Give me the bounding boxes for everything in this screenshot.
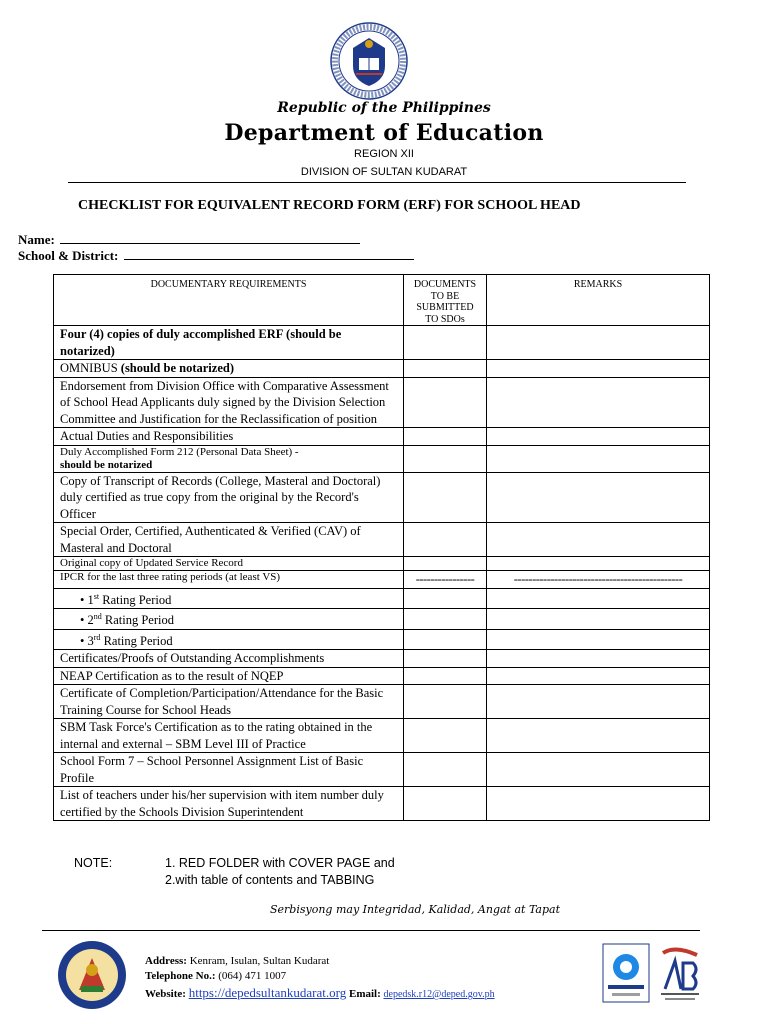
name-field [18, 232, 360, 248]
table-row [54, 360, 710, 378]
requirement-training: Certificate of Completion/Participation/Attendance for the Basic Training Course for School Heads [54, 685, 404, 719]
requirement-teachers-list: List of teachers under his/her supervision with item number duly certified by the Schools Division Superintendent [54, 787, 404, 821]
remarks-cell[interactable] [487, 523, 710, 557]
table-row [54, 787, 710, 821]
email-label: Email: [349, 988, 381, 1000]
requirement-certificates: Certificates/Proofs of Outstanding Accomplishments [54, 650, 404, 668]
table-row [54, 557, 710, 571]
division-label: DIVISION OF SULTAN KUDARAT [300, 166, 468, 178]
table-row [54, 609, 710, 630]
table-row [54, 472, 710, 523]
remarks-cell[interactable] [487, 629, 710, 650]
documents-cell[interactable] [404, 523, 487, 557]
department-heading: Department of Education [224, 120, 544, 146]
website-label: Website: [145, 988, 186, 1000]
remarks-cell[interactable] [487, 360, 710, 378]
table-row [54, 377, 710, 428]
requirement-omnibus [54, 360, 404, 378]
remarks-cell[interactable] [487, 650, 710, 668]
rating-period-1: • 1st Rating Period [54, 588, 404, 609]
rating-period-2: • 2nd Rating Period [54, 609, 404, 630]
documents-cell[interactable] [404, 667, 487, 685]
requirement-school-form-7: School Form 7 – School Personnel Assignment List of Basic Profile [54, 753, 404, 787]
documents-cell[interactable] [404, 719, 487, 753]
socotec-certification-logo [602, 943, 650, 1003]
remarks-cell[interactable] [487, 557, 710, 571]
remarks-cell[interactable] [487, 588, 710, 609]
table-row [54, 523, 710, 557]
rating-period-3: • 3rd Rating Period [54, 629, 404, 650]
header-remarks: REMARKS [487, 275, 710, 326]
remarks-cell[interactable] [487, 609, 710, 630]
school-district-blank-line[interactable] [124, 249, 414, 260]
remarks-cell[interactable] [487, 326, 710, 360]
requirement-cav: Special Order, Certified, Authenticated & Verified (CAV) of Masteral and Doctoral [54, 523, 404, 557]
requirement-duties: Actual Duties and Responsibilities [54, 428, 404, 446]
requirement-neap: NEAP Certification as to the result of NQEP [54, 667, 404, 685]
table-row [54, 667, 710, 685]
documents-cell[interactable] [404, 629, 487, 650]
documents-cell[interactable] [404, 753, 487, 787]
telephone-line [145, 970, 286, 982]
republic-heading: Republic of the Philippines [277, 100, 491, 116]
header-documents: DOCUMENTS TO BE SUBMITTED TO SDOs [404, 275, 487, 326]
table-row [54, 588, 710, 609]
name-label: Name: [18, 232, 55, 247]
requirement-erf: Four (4) copies of duly accomplished ERF (should be notarized) [54, 326, 404, 360]
omnibus-text: OMNIBUS [60, 361, 121, 375]
page-title: CHECKLIST FOR EQUIVALENT RECORD FORM (ERF) FOR SCHOOL HEAD [78, 198, 581, 213]
documents-cell[interactable] [404, 588, 487, 609]
table-row [54, 629, 710, 650]
documents-cell[interactable] [404, 326, 487, 360]
documents-cell[interactable] [404, 557, 487, 571]
motto: Serbisyong may Integridad, Kalidad, Angat at Tapat [270, 903, 561, 916]
omnibus-note: (should be notarized) [120, 361, 234, 375]
table-header-row [54, 275, 710, 326]
remarks-cell[interactable] [487, 377, 710, 428]
documents-cell[interactable] [404, 360, 487, 378]
remarks-cell[interactable] [487, 445, 710, 472]
documents-cell[interactable] [404, 445, 487, 472]
documents-cell[interactable] [404, 685, 487, 719]
table-row [54, 719, 710, 753]
remarks-cell[interactable] [487, 667, 710, 685]
documents-cell[interactable] [404, 472, 487, 523]
remarks-cell[interactable] [487, 719, 710, 753]
address-line [145, 955, 329, 967]
school-district-label: School & District: [18, 248, 119, 263]
table-row [54, 753, 710, 787]
header-requirements: DOCUMENTARY REQUIREMENTS [54, 275, 404, 326]
documents-cell[interactable] [404, 787, 487, 821]
requirement-transcript: Copy of Transcript of Records (College, Masteral and Doctoral) duly certified as true copy from the original by the Record's Officer [54, 472, 404, 523]
requirement-service-record: Original copy of Updated Service Record [54, 557, 404, 571]
region-label: REGION XII [354, 148, 414, 160]
documents-cell[interactable] [404, 609, 487, 630]
requirement-endorsement: Endorsement from Division Office with Comparative Assessment of School Head Applicants duly signed by the Division Selection Committee and Justification for the Reclassification of position [54, 377, 404, 428]
requirement-ipcr: IPCR for the last three rating periods (at least VS) [54, 571, 404, 589]
website-link[interactable]: https://depedsultankudarat.org [188, 985, 347, 1000]
documents-cell[interactable] [404, 428, 487, 446]
note-line-2: 2.with table of contents and TABBING [165, 873, 375, 887]
address-value: Kenram, Isulan, Sultan Kudarat [189, 955, 330, 967]
remarks-dash: ---------------------------------------------- [487, 571, 710, 589]
documents-cell[interactable] [404, 650, 487, 668]
remarks-cell[interactable] [487, 472, 710, 523]
requirement-pds [54, 445, 404, 472]
division-logo [57, 940, 127, 1010]
table-row [54, 445, 710, 472]
requirement-sbm: SBM Task Force's Certification as to the rating obtained in the internal and external – SBM Level III of Practice [54, 719, 404, 753]
table-row [54, 571, 710, 589]
name-blank-line[interactable] [60, 233, 360, 244]
table-row [54, 428, 710, 446]
school-district-field [18, 248, 414, 264]
note-label: NOTE: [74, 856, 113, 870]
documents-dash: ---------------- [404, 571, 487, 589]
requirements-table [53, 274, 710, 821]
footer-divider [42, 930, 700, 931]
telephone-value: (064) 471 1007 [218, 970, 287, 982]
header-divider [68, 182, 686, 183]
telephone-label: Telephone No.: [145, 970, 216, 982]
table-row [54, 685, 710, 719]
deped-seal-logo [330, 22, 408, 100]
remarks-cell[interactable] [487, 428, 710, 446]
note-line-1: 1. RED FOLDER with COVER PAGE and [165, 856, 395, 870]
pds-text: Duly Accomplished Form 212 (Personal Data Sheet) - [60, 445, 299, 458]
uk-accreditation-logo [655, 943, 705, 1003]
table-row [54, 650, 710, 668]
address-label: Address: [145, 955, 187, 967]
documents-cell[interactable] [404, 377, 487, 428]
remarks-cell[interactable] [487, 787, 710, 821]
remarks-cell[interactable] [487, 685, 710, 719]
pds-note: should be notarized [60, 458, 153, 471]
table-row [54, 326, 710, 360]
email-link[interactable]: depedsk.r12@deped.gov.ph [383, 989, 495, 1000]
remarks-cell[interactable] [487, 753, 710, 787]
website-line [145, 985, 495, 1001]
